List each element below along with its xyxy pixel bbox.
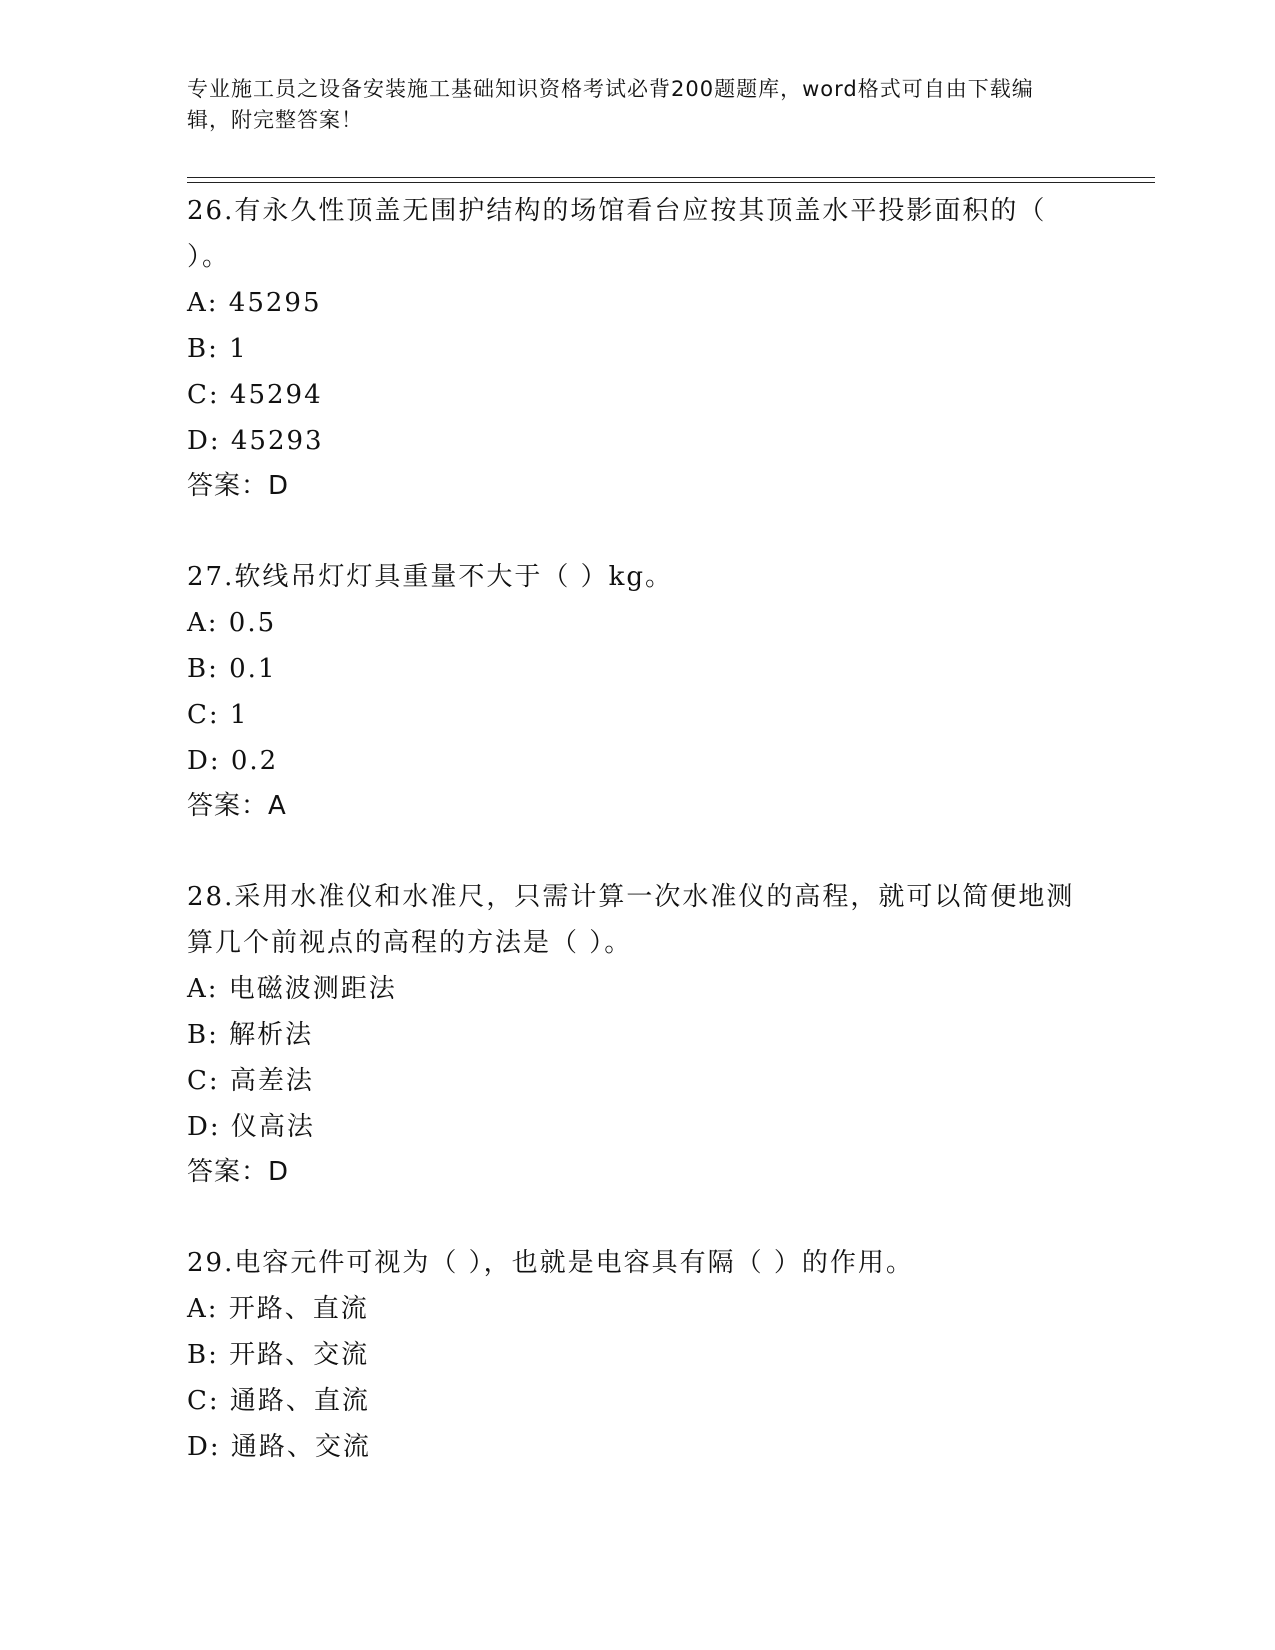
question-29 <box>187 1240 1087 1470</box>
question-26 <box>187 188 1087 554</box>
header-rule-top <box>187 177 1155 178</box>
option-d: D: 0.2 <box>187 746 279 776</box>
option-a: A: 开路、直流 <box>187 1294 369 1324</box>
question-stem: 29.电容元件可视为（ ），也就是电容具有隔（ ）的作用。 <box>187 1248 914 1278</box>
option-d: D: 仪高法 <box>187 1112 315 1142</box>
question-list <box>187 188 1087 1470</box>
question-28 <box>187 874 1087 1240</box>
option-a: A: 电磁波测距法 <box>187 974 397 1004</box>
option-a: A: 45295 <box>187 288 322 318</box>
answer-line: 答案：D <box>187 471 290 501</box>
answer-line: 答案：A <box>187 791 287 821</box>
option-d: D: 45293 <box>187 426 324 456</box>
option-b: B: 1 <box>187 334 248 364</box>
document-header: 专业施工员之设备安装施工基础知识资格考试必背200题题库，word格式可自由下载编辑，附完整答案！ <box>187 77 1034 132</box>
question-stem: 28.采用水准仪和水准尺，只需计算一次水准仪的高程，就可以简便地测算几个前视点的高程的方法是（ ）。 <box>187 882 1075 958</box>
option-b: B: 解析法 <box>187 1020 314 1050</box>
question-stem: 26.有永久性顶盖无围护结构的场馆看台应按其顶盖水平投影面积的（ ）。 <box>187 196 1047 272</box>
option-a: A: 0.5 <box>187 608 277 638</box>
option-b: B: 0.1 <box>187 654 277 684</box>
option-c: C: 通路、直流 <box>187 1386 370 1416</box>
option-c: C: 1 <box>187 700 249 730</box>
header-rule-bottom <box>187 182 1155 183</box>
question-stem: 27.软线吊灯灯具重量不大于（ ）kg。 <box>187 562 674 592</box>
option-d: D: 通路、交流 <box>187 1432 371 1462</box>
option-b: B: 开路、交流 <box>187 1340 370 1370</box>
answer-line: 答案：D <box>187 1157 290 1187</box>
option-c: C: 45294 <box>187 380 323 410</box>
question-27 <box>187 554 1087 874</box>
option-c: C: 高差法 <box>187 1066 314 1096</box>
